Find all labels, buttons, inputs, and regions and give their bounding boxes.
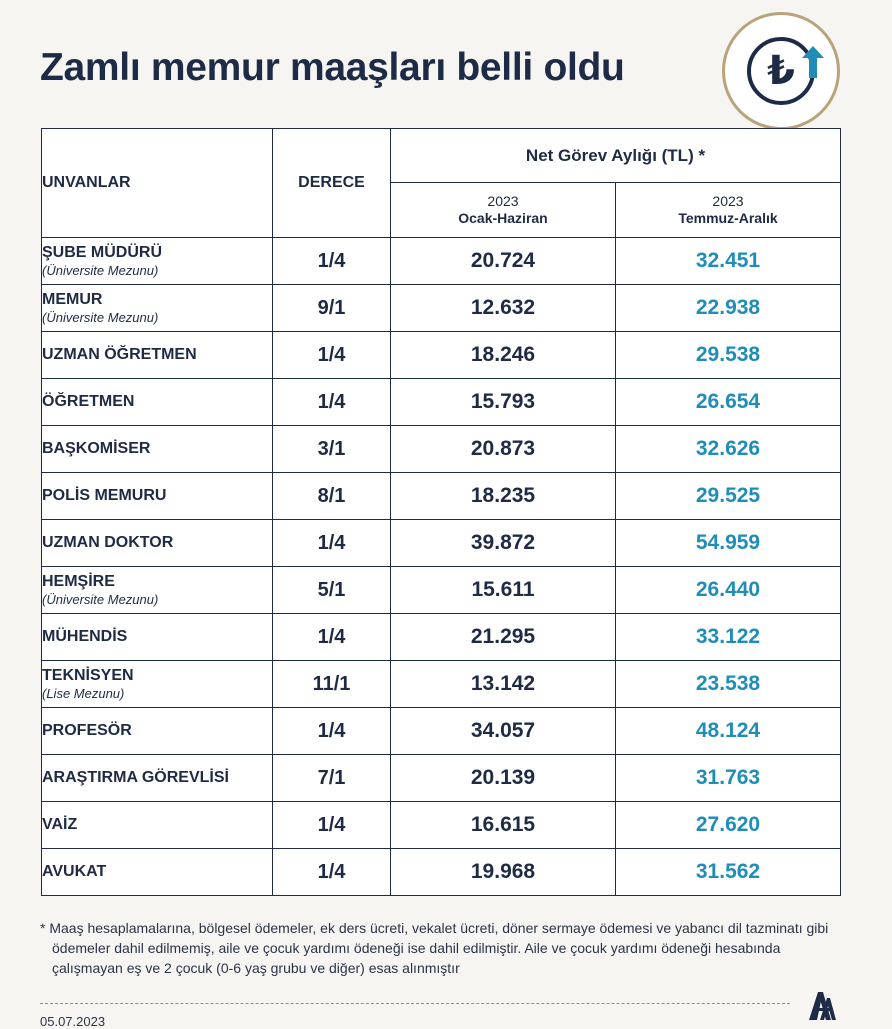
cell-salary-jan-jun: 16.615 [391,802,616,849]
cell-grade: 1/4 [273,614,391,661]
cell-grade: 5/1 [273,567,391,614]
period-b-name: Temmuz-Aralık [678,210,778,226]
table-row [42,473,841,520]
cell-title [42,708,273,755]
header-grade: DERECE [273,129,391,238]
cell-salary-jul-dec: 32.626 [616,426,841,473]
table-row [42,614,841,661]
education-note: (Üniversite Mezunu) [42,310,159,325]
job-title: MÜHENDİS [42,628,128,645]
cell-salary-jan-jun: 21.295 [391,614,616,661]
table-row [42,567,841,614]
cell-salary-jan-jun: 13.142 [391,661,616,708]
period-b-year: 2023 [712,193,744,209]
cell-salary-jul-dec: 54.959 [616,520,841,567]
table-row [42,332,841,379]
publish-date: 05.07.2023 [40,1014,106,1029]
cell-grade: 8/1 [273,473,391,520]
job-title: POLİS MEMURU [42,487,167,504]
cell-grade: 1/4 [273,332,391,379]
table-row [42,661,841,708]
header-net-salary: Net Görev Aylığı (TL) * [391,129,841,183]
cell-title [42,332,273,379]
cell-salary-jan-jun: 39.872 [391,520,616,567]
cell-grade: 9/1 [273,285,391,332]
header-title: UNVANLAR [42,129,273,238]
cell-grade: 1/4 [273,708,391,755]
job-title: ÖĞRETMEN [42,393,135,410]
cell-grade: 1/4 [273,849,391,896]
cell-title [42,520,273,567]
header-period-b [616,183,841,238]
cell-salary-jul-dec: 31.763 [616,755,841,802]
cell-title [42,426,273,473]
page-title: Zamlı memur maaşları belli oldu [40,46,625,89]
aa-logo-icon [806,988,840,1022]
cell-title [42,614,273,661]
cell-salary-jul-dec: 27.620 [616,802,841,849]
cell-grade: 3/1 [273,426,391,473]
education-note: (Üniversite Mezunu) [42,263,159,278]
cell-grade: 1/4 [273,379,391,426]
cell-salary-jan-jun: 20.724 [391,238,616,285]
cell-salary-jan-jun: 20.873 [391,426,616,473]
cell-salary-jul-dec: 29.538 [616,332,841,379]
cell-grade: 11/1 [273,661,391,708]
cell-salary-jul-dec: 26.654 [616,379,841,426]
table-row [42,755,841,802]
table-row [42,238,841,285]
cell-salary-jul-dec: 33.122 [616,614,841,661]
cell-title [42,285,273,332]
cell-title [42,755,273,802]
job-title: AVUKAT [42,863,107,880]
job-title: VAİZ [42,816,78,833]
cell-salary-jul-dec: 32.451 [616,238,841,285]
footnote [40,918,840,978]
table-row [42,849,841,896]
cell-salary-jul-dec: 26.440 [616,567,841,614]
education-note: (Üniversite Mezunu) [42,592,159,607]
cell-grade: 1/4 [273,238,391,285]
cell-title [42,802,273,849]
cell-salary-jan-jun: 19.968 [391,849,616,896]
job-title: UZMAN ÖĞRETMEN [42,346,197,363]
cell-salary-jan-jun: 18.246 [391,332,616,379]
job-title: PROFESÖR [42,722,132,739]
job-title: TEKNİSYEN [42,667,134,684]
cell-salary-jul-dec: 22.938 [616,285,841,332]
cell-salary-jan-jun: 34.057 [391,708,616,755]
job-title: ARAŞTIRMA GÖREVLİSİ [42,769,229,786]
cell-grade: 7/1 [273,755,391,802]
job-title: HEMŞİRE [42,573,115,590]
period-a-name: Ocak-Haziran [458,210,548,226]
cell-grade: 1/4 [273,802,391,849]
footer-divider [40,1003,790,1004]
cell-salary-jul-dec: 23.538 [616,661,841,708]
table-row [42,802,841,849]
job-title: UZMAN DOKTOR [42,534,174,551]
footnote-text: * Maaş hesaplamalarına, bölgesel ödemeler, ek ders ücreti, vekalet ücreti, döner sermaye ödemesi ve yabancı dil tazminatı gibi ödemeler dahil edilmemiş, aile ve çocuk yardımı ödeneği ise dahil edilmiştir. Aile ve çocuk yardımı ödeneği hesabında çalışmayan eş ve 2 çocuk (0-6 yaş grubu ve diğer) esas alınmıştır [40,920,829,976]
table-row [42,285,841,332]
cell-title [42,379,273,426]
education-note: (Lise Mezunu) [42,686,125,701]
cell-salary-jan-jun: 15.793 [391,379,616,426]
cell-salary-jan-jun: 18.235 [391,473,616,520]
cell-salary-jan-jun: 12.632 [391,285,616,332]
cell-salary-jul-dec: 48.124 [616,708,841,755]
up-arrow-icon [801,45,825,79]
cell-title [42,238,273,285]
cell-salary-jan-jun: 15.611 [391,567,616,614]
cell-salary-jul-dec: 29.525 [616,473,841,520]
cell-title [42,567,273,614]
cell-grade: 1/4 [273,520,391,567]
cell-title [42,661,273,708]
lira-icon: ₺ [747,37,815,105]
cell-title [42,473,273,520]
table-row [42,426,841,473]
cell-title [42,849,273,896]
currency-badge [722,12,840,130]
salary-table [41,128,841,896]
job-title: ŞUBE MÜDÜRÜ [42,244,162,261]
cell-salary-jan-jun: 20.139 [391,755,616,802]
table-row [42,379,841,426]
table-row [42,520,841,567]
header-period-a [391,183,616,238]
cell-salary-jul-dec: 31.562 [616,849,841,896]
period-a-year: 2023 [487,193,519,209]
job-title: MEMUR [42,291,103,308]
table-row [42,708,841,755]
job-title: BAŞKOMİSER [42,440,151,457]
